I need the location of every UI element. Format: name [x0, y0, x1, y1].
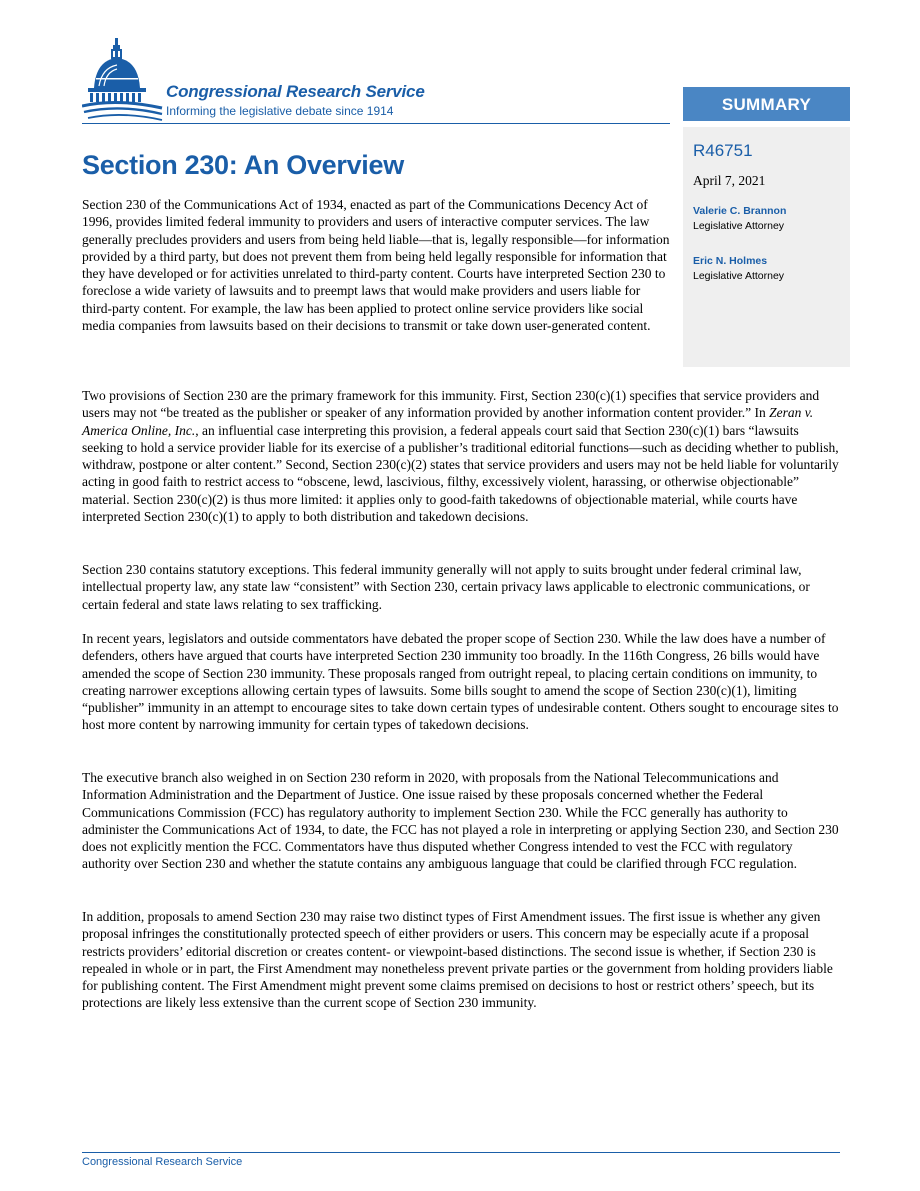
paragraph-text: Two provisions of Section 230 are the primary framework for this immunity. First, Section 230(c)(1) specifies that service providers and users may not “be treated as the publisher or speaker of any information provided by another information content provider.” In: [82, 388, 820, 421]
summary-paragraph: Section 230 contains statutory exceptions. This federal immunity generally will not apply to suits brought under federal criminal law, intellectual property law, any state law “consistent” with Section 230, certain privacy laws applicable to electronic communications, or certain federal and state laws relating to sex trafficking.: [82, 562, 810, 612]
paragraph-text: , an influential case interpreting this provision, a federal appeals court said that Section 230(c)(1) bars “lawsuits seeking to hold a service provider liable for its exercise of a publisher’s traditional editorial functions—such as deciding whether to publish, withdraw, postpone or alter content.” Second, Section 230(c)(2) states that service providers and users may not be held liable for voluntarily acting in good faith to restrict access to “obscene, lewd, lascivious, filthy, excessively violent, harassing, or otherwise objectionable” material. Section 230(c)(2) is thus more limited: it applies only to good-faith takedowns of objectionable material, while courts have interpreted Section 230(c)(1) to apply to both distribution and takedown decisions.: [82, 422, 839, 525]
footer-divider: [82, 1152, 840, 1153]
page-title: Section 230: An Overview: [82, 150, 404, 180]
header-divider: [82, 123, 670, 124]
summary-paragraph: [82, 387, 842, 525]
crs-logo: [82, 36, 472, 126]
summary-tab: SUMMARY: [683, 87, 850, 121]
author-block: [693, 204, 850, 234]
summary-paragraph: In addition, proposals to amend Section 230 may raise two distinct types of First Amendment issues. The first issue is whether any given proposal infringes the constitutionally protected speech of either providers or users. This concern may be especially acute if a proposal restricts providers’ editorial discretion or creates content- or viewpoint-based distinctions. The second issue is whether, if Section 230 is repealed in whole or in part, the First Amendment may nonetheless prevent private parties or the government from holding providers liable for publishing content. The First Amendment might prevent some claims premised on decisions to host or restrict others’ speech, but its protections are likely less extensive than the current scope of Section 230 immunity.: [82, 909, 833, 1011]
report-number: R46751: [693, 141, 753, 160]
summary-paragraph: The executive branch also weighed in on Section 230 reform in 2020, with proposals from the National Telecommunications and Information Administration and the Department of Justice. One issue raised by these proposals concerned whether the Federal Communications Commission (FCC) has regulatory authority to implement Section 230. While the FCC generally has authority to administer the Communications Act of 1934, to date, the FCC has not played a role in interpreting or applying Section 230, and Section 230 does not explicitly mention the FCC. Commentators have thus disputed whether Congress intended to vest the FCC with regulatory authority over Section 230 and whether the statute contains any ambiguous language that could be clarified through FCC regulation.: [82, 770, 839, 872]
author-title: Legislative Attorney: [693, 220, 785, 232]
summary-paragraph: In recent years, legislators and outside commentators have debated the proper scope of Section 230. While the law does have a number of defenders, others have argued that courts have interpreted Section 230 immunity too broadly. In the 116th Congress, 26 bills would have amended the scope of Section 230 immunity. These proposals ranged from outright repeal, to placing certain conditions on immunity, to creating narrower exceptions allowing certain types of lawsuits. Some bills sought to amend the scope of Section 230(c)(1), limiting “publisher” immunity in an attempt to encourage sites to take down certain types of undesirable content. Others sought to encourage sites to host more content by narrowing immunity for certain types of takedown decisions.: [82, 631, 839, 733]
author-name: Eric N. Holmes: [693, 255, 768, 267]
report-sidebar: [683, 127, 850, 367]
report-date: April 7, 2021: [693, 173, 766, 188]
org-tagline: Informing the legislative debate since 1914: [166, 104, 394, 118]
capitol-dome-icon: [82, 36, 164, 124]
case-name: Zeran v. America Online, Inc.: [82, 405, 814, 438]
author-title: Legislative Attorney: [693, 270, 785, 282]
author-name: Valerie C. Brannon: [693, 205, 787, 217]
org-name: Congressional Research Service: [166, 82, 425, 101]
author-block: [693, 254, 850, 284]
summary-paragraph: Section 230 of the Communications Act of 1934, enacted as part of the Communications Decency Act of 1996, provides limited federal immunity to providers and users of interactive computer services. The law generally precludes providers and users from being held liable—that is, legally responsible—for information provided by a third party, but does not prevent them from being held legally responsible for information that they have developed or for activities unrelated to third-party content. Courts have interpreted Section 230 to foreclose a wide variety of lawsuits and to preempt laws that would make providers and users liable for third-party content. For example, the law has been applied to protect online service providers like social media companies from lawsuits based on their decisions to transmit or take down user-generated content.: [82, 197, 670, 334]
footer-text: Congressional Research Service: [82, 1156, 243, 1168]
